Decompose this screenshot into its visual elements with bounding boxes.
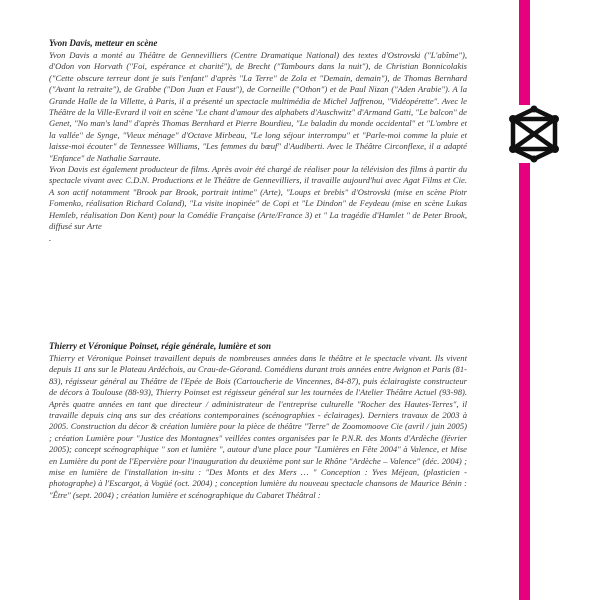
paragraph: Yvon Davis est également producteur de films. Après avoir été chargé de réaliser pour la télévision des films à partir du spectacle vivant avec C.D.N. Productions et le Théâtre de Gennevilliers, il travaille aujourd'hui avec Agat Films et Cie. A son actif notamment "Brook par Brook, portrait intime" (Arte), "Loups et brebis" d'Ostrovski (mise en scène Piotr Fomenko, réalisation Richard Coland), "La visite inopinée" de Copi et "Le Dindon" de Feydeau (mise en scène Lukas Hemleb, réalisation Don Kent) pour la Comédie Française (Arte/France 3) et " La tragédie d'Hamlet " de Peter Brook, diffusé sur Arte [49,164,467,232]
trailing-dot: . [49,232,52,243]
section-title: Yvon Davis, metteur en scène [49,38,158,48]
accent-bar [519,0,530,600]
paragraph: Thierry et Véronique Poinset travaillent depuis de nombreuses années dans le théâtre et le spectacle vivant. Ils vivent depuis 11 ans sur le Plateau Ardéchois, au Crau-de-Géorand. Comédiens durant trois années entre Avignon et Paris (81-83), régisseur général au Théâtre de l'Epée de Bois (Cartoucherie de Vincennes, 84-87), puis éclairagiste constructeur de décors à Toulouse (88-93), Thierry Poinset est régisseur général sur les tournées de l'Atelier Théâtre Actuel (93-98). Après quatre années en tant que directeur / administrateur de l'entreprise culturelle "Rocher des Hautes-Terres", il travaille depuis cinq ans sur des créations contemporaines (scénographies - éclairages). Derniers travaux de 2003 à 2005. Construction du décor & création lumière pour la pièce de théâtre "Terre" de Zoomomoove Cie (avril / juin 2005) ; création Lumière pour "Justice des Montagnes" veillées contes organisées par le P.N.R. des Monts d'Ardèche (février 2005); concept scénographique " son et lumière ", autour d'une place pour "Lumières en Fête 2004" à Valence, et Mise en Lumière du pont de l'Epervière pour l'inauguration du deuxième pont sur le Rhône "Ardèche – Valence" (déc. 2004) ; mise en lumière de l'installation in-situ : "Des Monts et des Mers … " Conception : Yves Méjean, (plasticien - photographe) à l'Escargot, à Vogüé (oct. 2004) ; conception lumière du nouveau spectacle chansons de Maurice Bénin : "Être" (sept. 2004) ; création lumière et scénographique du Cabaret Théâtral : [49,353,467,500]
section-davis [49,38,467,243]
network-square-logo-icon [505,105,563,163]
paragraph: Yvon Davis a monté au Théâtre de Gennevilliers (Centre Dramatique National) des textes d'Ostrovski ("L'abîme"), d'Odon von Horvath ("Foi, espérance et charité"), de Brecht ("Tambours dans la nuit"), de Christian Bonnicolakis ("Cette obscure terreur dont je suis l'enfant" d'après "La Terre" de Zola et "Demain, demain"), de Thomas Bernhard ("Avant la retraite"), de Grabbe ("Don Juan et Faust"), de Corneille ("Othon") et de Paul Nizan ("Aden Arabie"). A la Grande Halle de la Villette, à Paris, il a présenté un spectacle multimédia de Michel Jaffrenou, "Vidéopérette". Avec le Théâtre de la Ville-Evrard il voit en scène "Le chant d'amour des alphabets d'Auschwitz" d'Armand Gatti, "Le balcon" de Genet, "No man's land" d'après Thomas Bernhard et Pierre Bourdieu, "Le baladin du monde occidental" et "L'ombre et la vallée" de Synge, "Vieux ménage" d'Octave Mirbeau, "Le long séjour interrompu" et "Parle-moi comme la pluie et laisse-moi écouter" de Tennessee Williams, "Les femmes du bœuf" d'Audiberti. Avec le Théâtre Circonflexe, il a adapté "Enfance" de Nathalie Sarraute. [49,50,467,163]
section-poinset [49,341,467,501]
section-title: Thierry et Véronique Poinset, régie générale, lumière et son [49,341,271,351]
